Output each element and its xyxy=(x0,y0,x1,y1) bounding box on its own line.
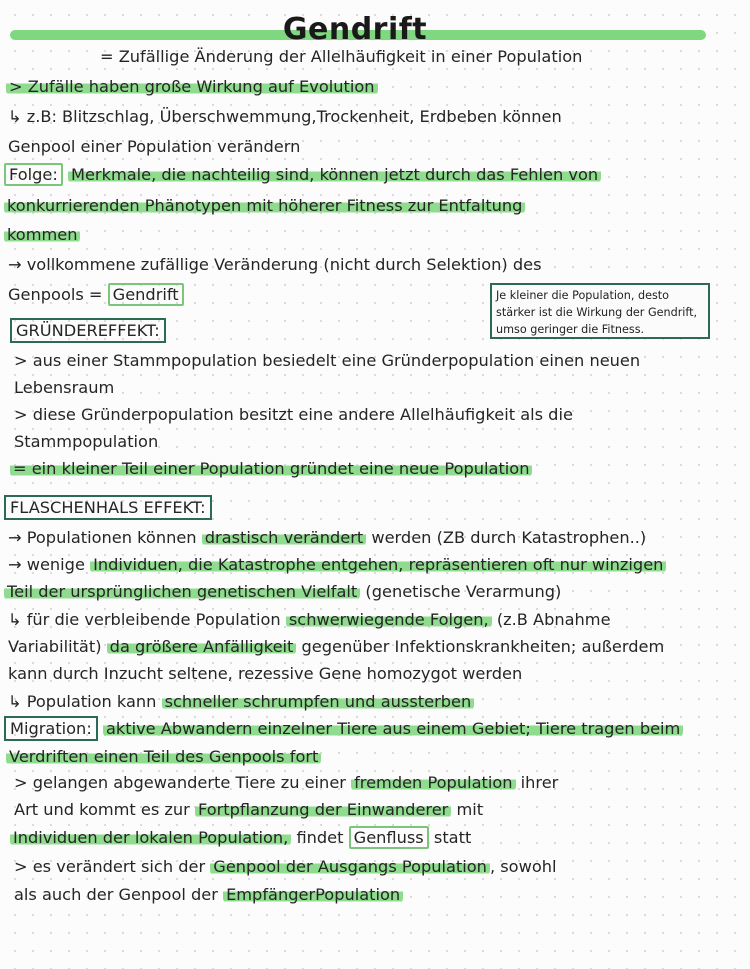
migration-line-5: Individuen der lokalen Population, findet Genfluss statt xyxy=(10,827,471,849)
side-note: Je kleiner die Population, desto stärker ist die Wirkung der Gendrift, umso geringer die Fitness. xyxy=(490,283,710,339)
flaschenhals-line-1: → Populationen können drastisch verändert werden (ZB durch Katastrophen..) xyxy=(8,528,647,547)
migration-line-7: als auch der Genpool der EmpfängerPopulation xyxy=(14,884,403,906)
flaschenhals-line-3: Teil der ursprünglichen genetischen Vielfalt (genetische Verarmung) xyxy=(4,581,561,603)
folge-line-4: → vollkommene zufällige Veränderung (nicht durch Selektion) des xyxy=(8,255,542,274)
intro-line-3: Genpool einer Population verändern xyxy=(8,137,301,156)
gendrift-box: Gendrift xyxy=(108,283,184,306)
gruender-line-3: > diese Gründerpopulation besitzt eine andere Allelhäufigkeit als die xyxy=(14,405,573,424)
genfluss-box: Genfluss xyxy=(349,826,429,849)
gruender-line-2: Lebensraum xyxy=(14,378,115,397)
migration-line-2: Verdriften einen Teil des Genpools fort xyxy=(6,746,321,768)
folge-line-3: kommen xyxy=(4,224,80,246)
flaschenhals-line-7: ↳ Population kann schneller schrumpfen und aussterben xyxy=(8,691,474,713)
definition: = Zufällige Änderung der Allelhäufigkeit in einer Population xyxy=(100,47,583,66)
folge-line-2: konkurrierenden Phänotypen mit höherer Fitness zur Entfaltung xyxy=(4,195,525,217)
migration-line-1: Migration: aktive Abwandern einzelner Tiere aus einem Gebiet; Tiere tragen beim xyxy=(4,718,683,740)
gruender-heading: GRÜNDEREFFEKT: xyxy=(10,320,166,342)
folge-line-1: Folge: Merkmale, die nachteilig sind, können jetzt durch das Fehlen von xyxy=(4,164,601,186)
folge-label: Folge: xyxy=(4,163,63,186)
flaschenhals-line-2: → wenige Individuen, die Katastrophe entgehen, repräsentieren oft nur winzigen xyxy=(8,554,666,576)
migration-line-4: Art und kommt es zur Fortpflanzung der Einwanderer mit xyxy=(14,800,484,819)
gruender-line-1: > aus einer Stammpopulation besiedelt eine Gründerpopulation einen neuen xyxy=(14,351,641,370)
gruender-line-5: = ein kleiner Teil einer Population gründet eine neue Population xyxy=(10,458,532,480)
folge-line-5: Genpools = Gendrift xyxy=(8,284,184,306)
migration-label: Migration: xyxy=(4,716,98,741)
migration-line-3: > gelangen abgewanderte Tiere zu einer fremden Population ihrer xyxy=(14,773,559,792)
intro-line-2: ↳ z.B: Blitzschlag, Überschwemmung,Trockenheit, Erdbeben können xyxy=(8,107,562,126)
flaschenhals-line-4: ↳ für die verbleibende Population schwerwiegende Folgen, (z.B Abnahme xyxy=(8,610,611,629)
flaschenhals-line-6: kann durch Inzucht seltene, rezessive Gene homozygot werden xyxy=(8,664,523,683)
flaschenhals-heading: FLASCHENHALS EFFEKT: xyxy=(4,497,212,519)
intro-line-1: > Zufälle haben große Wirkung auf Evolution xyxy=(6,76,378,98)
page-title: Gendrift xyxy=(282,12,428,47)
migration-line-6: > es verändert sich der Genpool der Ausgangs Population , sowohl xyxy=(14,857,557,876)
gruender-line-4: Stammpopulation xyxy=(14,432,159,451)
flaschenhals-line-5: Variabilität) da größere Anfälligkeit gegenüber Infektionskrankheiten; außerdem xyxy=(8,637,665,656)
